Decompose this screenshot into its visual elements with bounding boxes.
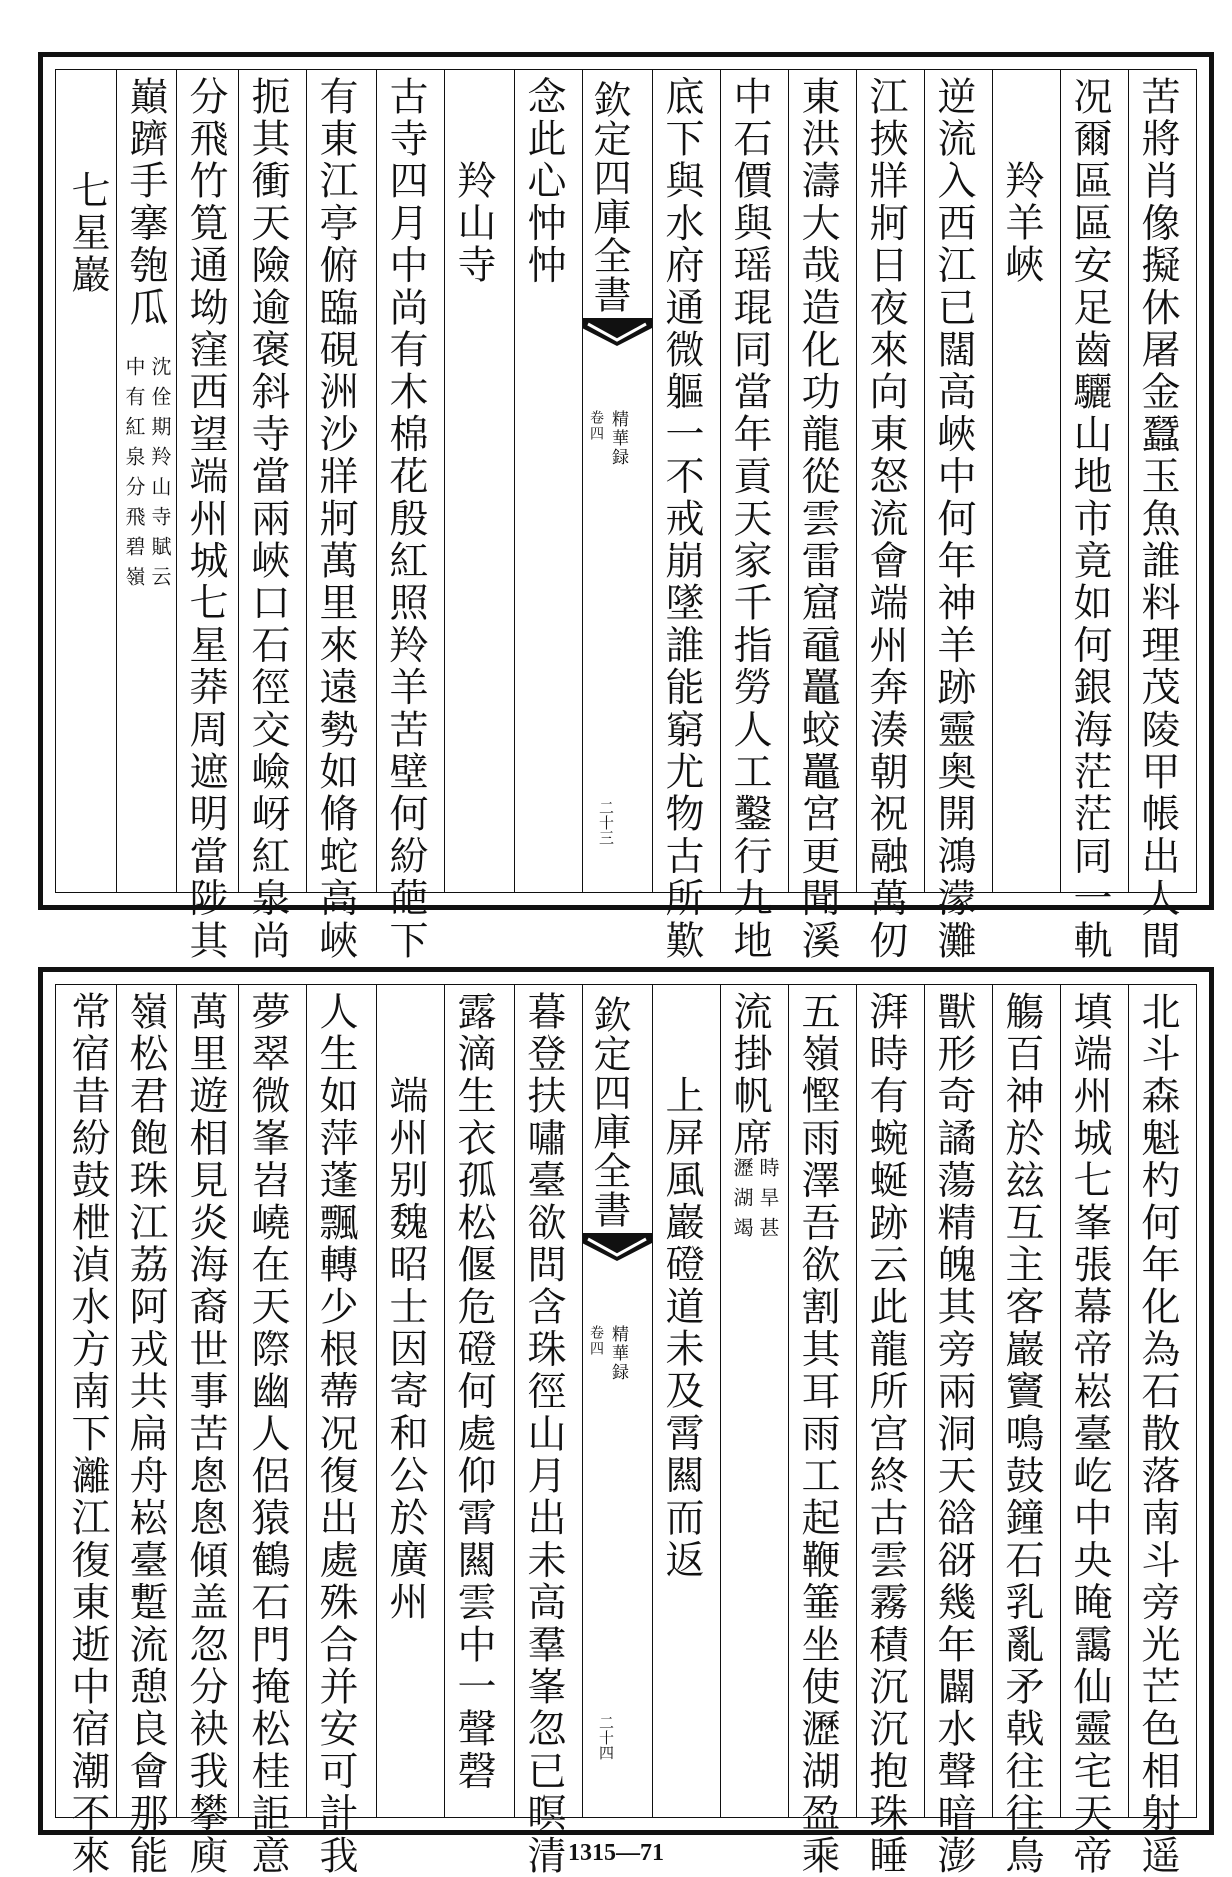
book-title: 精華録 — [608, 410, 628, 467]
top-page — [38, 52, 1214, 963]
top-page-frame — [55, 69, 1197, 963]
juan-label: 卷四 — [588, 410, 604, 442]
text-column: 常宿昔紛鼓枻湞水方南下灕江復東逝中宿潮不來 — [65, 991, 110, 1877]
annotation: 瀝湖竭 — [730, 1157, 754, 1247]
text-column: 巔躋手搴匏瓜 — [123, 76, 168, 330]
text-column: 流掛帆席 — [727, 991, 772, 1160]
text-column: 念此心忡忡 — [521, 76, 566, 287]
text-column: 夢翠微峯岧嶢在天際幽人侶猿鶴石門掩松桂詎意 — [245, 991, 290, 1877]
poem-title: 羚山寺 — [451, 160, 496, 287]
text-column: 有東江亭俯臨硯洲沙牂牁萬里來遠勢如脩蛇高峽 — [313, 76, 358, 963]
poem-title: 七星巖 — [65, 170, 110, 297]
text-column: 填端州城七峯張幕帝崧臺屹中央晻靄仙靈宅天帝 — [1067, 991, 1112, 1877]
text-column: 逆流入西江已闊高峽中何年神羊跡靈奥開鴻濛灘 — [931, 76, 976, 963]
page-number: 二十四 — [597, 1715, 615, 1760]
text-column: 北斗森魁杓何年化為石散落南斗旁光芒色相射遥 — [1135, 991, 1180, 1877]
page-number: 二十三 — [597, 800, 615, 845]
text-column: 湃時有蜿蜒跡云此龍所宫終古雲霧積沉沉抱珠睡 — [863, 991, 908, 1877]
text-column: 江挾牂牁日夜來向東怒流會端州奔湊朝祝融萬仞 — [863, 76, 908, 963]
juan-label: 卷四 — [588, 1325, 604, 1357]
poem-title: 端州别魏昭士因寄和公於廣州 — [383, 1075, 428, 1624]
fish-tail-mark — [582, 318, 652, 350]
text-column: 分飛竹筧通坳窪西望端州城七星莽周遮明當陟其 — [183, 76, 228, 963]
fish-mouth-column — [582, 985, 652, 1817]
fish-mouth-column — [582, 70, 652, 892]
text-column: 觴百神於玆互主客巖竇鳴鼓鐘石乳亂矛戟往往鳥 — [999, 991, 1044, 1877]
text-column: 古寺四月中尚有木棉花殷紅照羚羊苦壁何紛葩下 — [383, 76, 428, 963]
text-column: 嶺松君飽珠江荔阿戎共扁舟崧臺蹔流憩良會那能 — [123, 991, 168, 1877]
annotation: 中有紅泉分飛碧嶺 — [122, 356, 146, 596]
text-column: 暮登扶嘯臺欲問含珠徑山月出未高羣峯忽已暝清 — [521, 991, 566, 1877]
siku-title: 欽定四庫全書 — [587, 995, 631, 1229]
text-column: 人生如萍蓬飄轉少根蔕况復出處殊合并安可計我 — [313, 991, 358, 1877]
poem-title: 上屏風巖磴道未及霄闗而返 — [659, 1075, 704, 1582]
fish-tail-mark — [582, 1233, 652, 1265]
text-column: 獸形奇譎蕩精魄其旁兩洞天谽谺幾年闢水聲暗澎 — [931, 991, 976, 1877]
text-column: 露滴生衣孤松偃危磴何處仰霄闗雲中一聲磬 — [451, 991, 496, 1793]
text-column: 底下與水府通微軀一不戒崩墜誰能窮尤物古所歎 — [659, 76, 704, 963]
book-title: 精華録 — [608, 1325, 628, 1382]
annotation: 時旱甚 — [756, 1157, 780, 1247]
text-column: 中石價與瑶琨同當年貢天家千指勞人工鑿行九地 — [727, 76, 772, 963]
text-column: 扼其衝天險逾褒斜寺當兩峽口石徑交嶮岈紅泉尚 — [245, 76, 290, 963]
poem-title: 羚羊峽 — [999, 160, 1044, 287]
text-column: 五嶺慳雨澤吾欲割其耳雨工起鞭箠坐使瀝湖盈乘 — [795, 991, 840, 1877]
annotation: 沈佺期羚山寺賦云 — [148, 356, 172, 596]
text-column: 况爾區區安足齒驪山地市竟如何銀海茫茫同一軌 — [1067, 76, 1112, 963]
siku-title: 欽定四庫全書 — [587, 80, 631, 314]
text-column: 東洪濤大哉造化功龍從雲雷窟黿鼉蛟鼉宮更聞溪 — [795, 76, 840, 963]
text-column: 萬里遊相見炎海裔世事苦悤悤傾盖忽分袂我攀庾 — [183, 991, 228, 1877]
text-column: 苦將肖像擬休屠金蠶玉魚誰料理茂陵甲帳出人間 — [1135, 76, 1180, 963]
footer-page-code: 1315—71 — [568, 1840, 664, 1866]
